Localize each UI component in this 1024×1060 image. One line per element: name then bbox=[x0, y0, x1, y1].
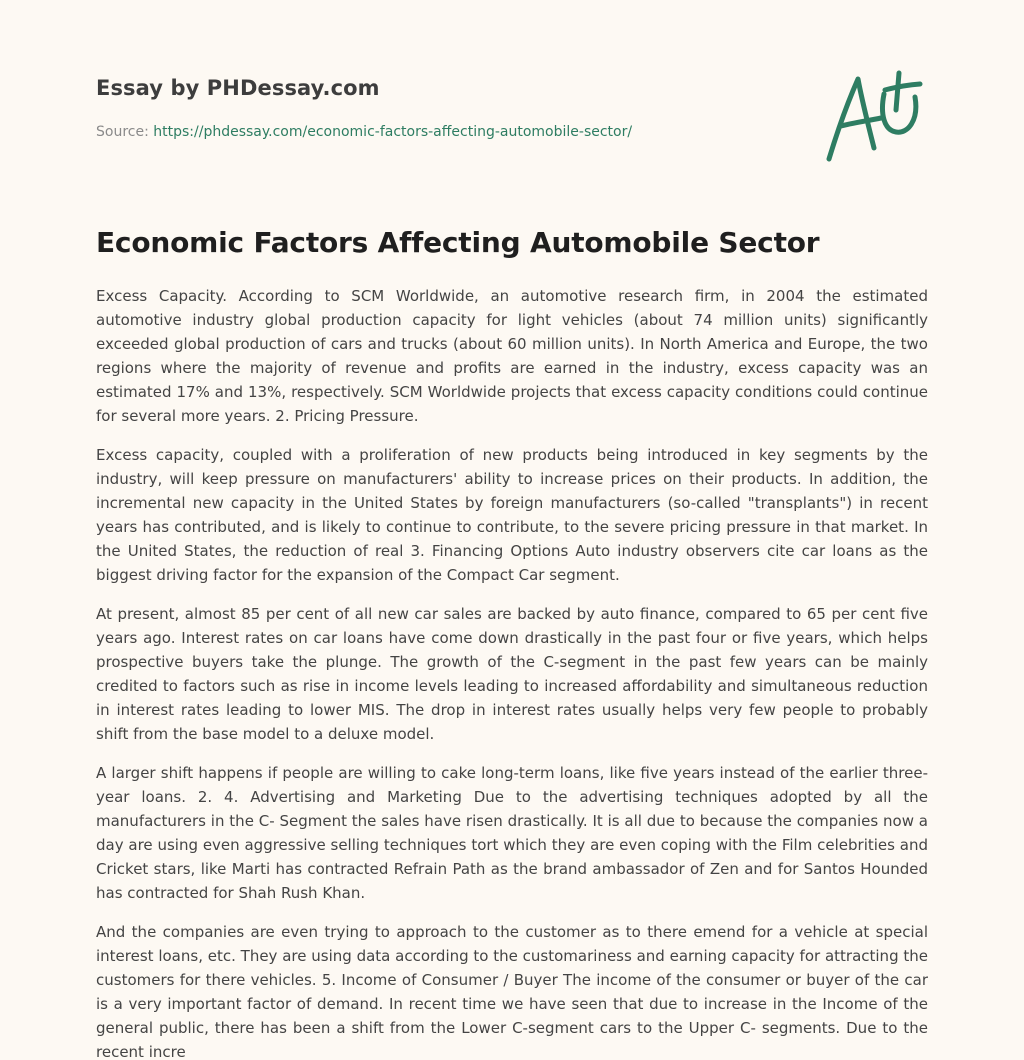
essay-paragraph: A larger shift happens if people are willing to cake long-term loans, like five years instead of the earlier three-year loans. 2. 4. Advertising and Marketing Due to the advertising techniques adopted by all the manufacturers in the C- Segment the sales have risen drastically. It is all due to because the companies now a day are using even aggressive selling techniques tort which they are even coping with the Film celebrities and Cricket stars, like Marti has contracted Refrain Path as the brand ambassador of Zen and for Santos Hounded has contracted for Shah Rush Khan. bbox=[96, 764, 928, 902]
essay-paragraph: Excess capacity, coupled with a proliferation of new products being introduced in key segments by the industry, will keep pressure on manufacturers' ability to increase prices on their products. In addition, the incremental new capacity in the United States by foreign manufacturers (so-called "transplants") in recent years has contributed, and is likely to continue to contribute, to the severe pricing pressure in that market. In the United States, the reduction of real 3. Financing Options Auto industry observers cite car loans as the biggest driving factor for the expansion of the Compact Car segment. bbox=[96, 446, 928, 584]
essay-paragraph: And the companies are even trying to approach to the customer as to there emend for a vehicle at special interest loans, etc. They are using data according to the customariness and earning capacity for attracting the customers for there vehicles. 5. Income of Consumer / Buyer The income of the consumer or buyer of the car is a very important factor of demand. In recent time we have seen that due to increase in the Income of the general public, there has been a shift from the Lower C-segment cars to the Upper C- segments. Due to the recent incre bbox=[96, 923, 928, 1060]
a-plus-logo-icon bbox=[818, 66, 930, 166]
site-brand: Essay by PHDessay.com bbox=[96, 76, 380, 100]
source-link[interactable]: https://phdessay.com/economic-factors-affecting-automobile-sector/ bbox=[153, 124, 633, 140]
essay-title: Economic Factors Affecting Automobile Sector bbox=[96, 226, 820, 259]
essay-body bbox=[96, 284, 928, 1060]
source-line bbox=[96, 124, 632, 140]
essay-paragraph: At present, almost 85 per cent of all new car sales are backed by auto finance, compared to 65 per cent five years ago. Interest rates on car loans have come down drastically in the past four or five years, which helps prospective buyers take the plunge. The growth of the C-segment in the past few years can be mainly credited to factors such as rise in income levels leading to increased affordability and simultaneous reduction in interest rates leading to lower MIS. The drop in interest rates usually helps very few people to probably shift from the base model to a deluxe model. bbox=[96, 605, 928, 743]
essay-paragraph: Excess Capacity. According to SCM Worldwide, an automotive research firm, in 2004 the estimated automotive industry global production capacity for light vehicles (about 74 million units) significantly exceeded global production of cars and trucks (about 60 million units). In North America and Europe, the two regions where the majority of revenue and profits are earned in the industry, excess capacity was an estimated 17% and 13%, respectively. SCM Worldwide projects that excess capacity conditions could continue for several more years. 2. Pricing Pressure. bbox=[96, 287, 928, 425]
source-label: Source: bbox=[96, 124, 149, 140]
